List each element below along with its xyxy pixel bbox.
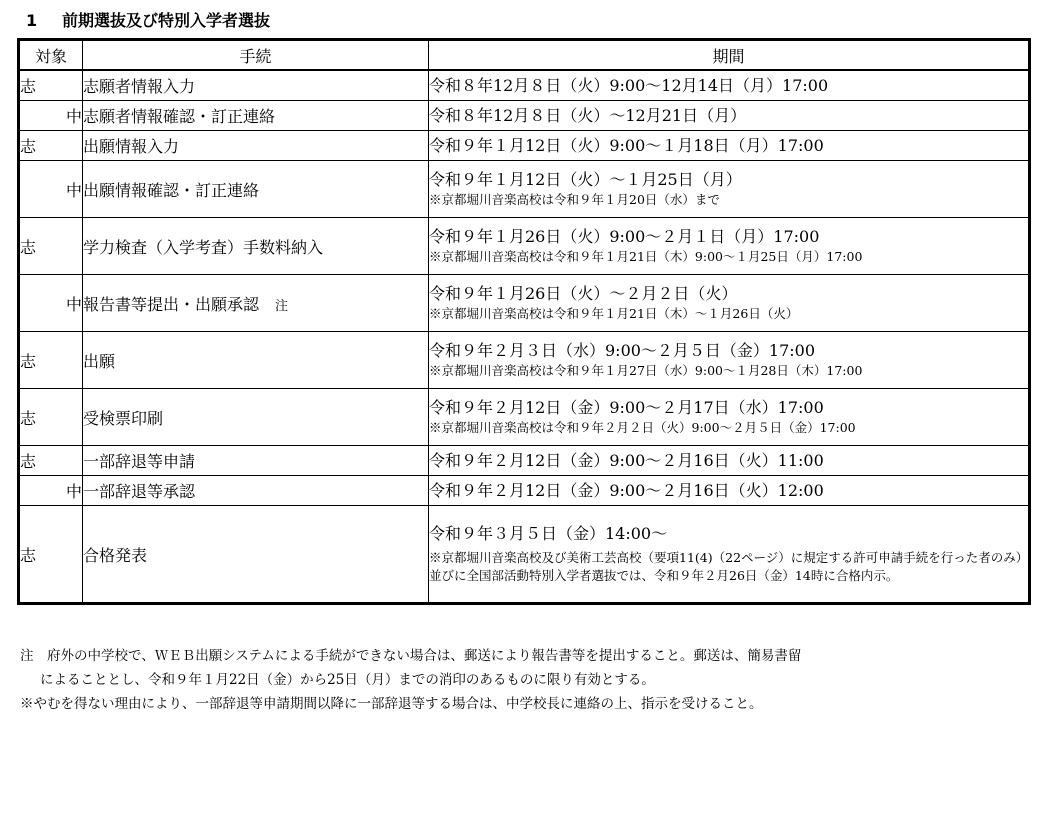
- target-mark: 志: [20, 137, 37, 156]
- procedure-name: 出願: [83, 351, 116, 371]
- footnote-line: ※やむを得ない理由により、一部辞退等申請期間以降に一部辞退等する場合は、中学校長に連絡の上、指示を受けること。: [20, 696, 763, 712]
- target-cell: [19, 101, 83, 131]
- table-header-row: [19, 40, 1030, 71]
- period-cell: [429, 476, 1030, 506]
- procedure-name: 出願情報確認・訂正連絡: [83, 180, 260, 200]
- procedure-cell: [83, 446, 429, 476]
- period-sub-note: ※京都堀川音楽高校は令和９年１月20日（水）まで: [429, 192, 720, 207]
- period-cell: [429, 332, 1030, 389]
- procedure-cell: [83, 218, 429, 275]
- target-mark: 中: [65, 180, 82, 200]
- target-cell: [19, 476, 83, 506]
- procedure-cell: [83, 101, 429, 131]
- procedure-name: 学力検査（入学考査）手数料納入: [83, 237, 324, 257]
- table-row: [19, 446, 1030, 476]
- period-main: 令和９年２月12日（金）9:00～２月16日（火）11:00: [429, 450, 824, 470]
- procedure-cell: [83, 506, 429, 604]
- period-sub-note: ※京都堀川音楽高校は令和９年１月21日（木）～１月26日（火）: [429, 306, 799, 321]
- procedure-cell: [83, 332, 429, 389]
- schedule-table: [17, 38, 1031, 605]
- target-cell: [19, 506, 83, 604]
- procedure-cell: [83, 275, 429, 332]
- procedure-name: 出願情報入力: [83, 137, 180, 156]
- period-main: 令和９年１月26日（火）～２月２日（火）: [429, 284, 738, 303]
- procedure-cell: [83, 70, 429, 101]
- table-row: [19, 389, 1030, 446]
- target-cell: [19, 131, 83, 161]
- procedure-name: 一部辞退等申請: [83, 452, 196, 471]
- footnote-line: 注 府外の中学校で、ＷＥＢ出願システムによる手続ができない場合は、郵送により報告書等を提出すること。郵送は、簡易書留: [20, 648, 802, 664]
- target-cell: [19, 275, 83, 332]
- period-cell: [429, 101, 1030, 131]
- target-mark: 志: [20, 351, 37, 371]
- table-row: [19, 101, 1030, 131]
- table-row: [19, 476, 1030, 506]
- target-mark: 志: [20, 77, 37, 96]
- procedure-name: 一部辞退等承認: [83, 482, 196, 501]
- target-mark: 志: [20, 237, 37, 257]
- procedure-name: 合格発表: [83, 545, 148, 565]
- table-row: [19, 275, 1030, 332]
- period-sub-note: ※京都堀川音楽高校及び美術工芸高校（要項11(4)（22ページ）に規定する許可申請手続を行った者のみ）並びに全国部活動特別入学者選抜では、令和９年２月26日（金）14時に合格内示。: [429, 550, 1023, 583]
- target-cell: [19, 161, 83, 218]
- period-main: 令和９年１月12日（火）9:00～１月18日（月）17:00: [429, 135, 824, 155]
- footnote-line: によることとし、令和９年１月22日（金）から25日（月）までの消印のあるものに限り有効とする。: [40, 672, 655, 688]
- target-mark: 志: [20, 452, 37, 471]
- header-target: 対象: [19, 40, 83, 71]
- procedure-cell: [83, 131, 429, 161]
- procedure-cell: [83, 476, 429, 506]
- period-main: 令和９年１月12日（火）～１月25日（月）: [429, 170, 742, 189]
- period-main: 令和９年１月26日（火）9:00～２月１日（月）17:00: [429, 227, 820, 246]
- procedure-name: 受検票印刷: [83, 408, 164, 428]
- procedure-name: 志願者情報入力: [83, 77, 196, 96]
- procedure-cell: [83, 161, 429, 218]
- target-cell: [19, 218, 83, 275]
- table-row: [19, 131, 1030, 161]
- target-mark: 志: [20, 545, 37, 565]
- header-procedure: 手続: [83, 40, 429, 71]
- target-mark: 志: [20, 408, 37, 428]
- period-main: 令和９年２月３日（水）9:00～２月５日（金）17:00: [429, 341, 816, 360]
- target-mark: 中: [65, 294, 82, 314]
- target-cell: [19, 389, 83, 446]
- period-cell: [429, 161, 1030, 218]
- period-main: 令和９年２月12日（金）9:00～２月17日（水）17:00: [429, 398, 824, 417]
- target-mark: 中: [65, 107, 82, 126]
- target-cell: [19, 70, 83, 101]
- table-row: [19, 161, 1030, 218]
- table-row: [19, 218, 1030, 275]
- period-sub-note: ※京都堀川音楽高校は令和９年１月21日（木）9:00～１月25日（月）17:00: [429, 249, 863, 264]
- period-sub-note: ※京都堀川音楽高校は令和９年２月２日（火）9:00～２月５日（金）17:00: [429, 420, 856, 435]
- procedure-cell: [83, 389, 429, 446]
- period-cell: [429, 506, 1030, 604]
- period-cell: [429, 218, 1030, 275]
- table-row: [19, 332, 1030, 389]
- section-number: 1: [26, 11, 38, 30]
- table-row: [19, 506, 1030, 604]
- period-cell: [429, 70, 1030, 101]
- table-row: [19, 70, 1030, 101]
- period-sub-note: ※京都堀川音楽高校は令和９年１月27日（水）9:00～１月28日（木）17:00: [429, 363, 863, 378]
- section-title: [26, 10, 270, 32]
- footnotes: [20, 644, 1030, 716]
- period-cell: [429, 446, 1030, 476]
- period-main: 令和８年12月８日（火）～12月21日（月）: [429, 105, 747, 125]
- period-cell: [429, 389, 1030, 446]
- target-cell: [19, 446, 83, 476]
- procedure-name: 報告書等提出・出願承認: [83, 294, 260, 314]
- target-mark: 中: [65, 482, 82, 501]
- period-main: 令和８年12月８日（火）9:00～12月14日（月）17:00: [429, 75, 829, 95]
- period-cell: [429, 131, 1030, 161]
- period-main: 令和９年２月12日（金）9:00～２月16日（火）12:00: [429, 480, 824, 500]
- period-cell: [429, 275, 1030, 332]
- section-title-text: 前期選抜及び特別入学者選抜: [62, 11, 271, 30]
- note-reference-mark: 注: [275, 298, 289, 314]
- procedure-name: 志願者情報確認・訂正連絡: [83, 107, 276, 126]
- period-main: 令和９年３月５日（金）14:00～: [429, 524, 668, 543]
- target-cell: [19, 332, 83, 389]
- header-period: 期間: [429, 40, 1030, 71]
